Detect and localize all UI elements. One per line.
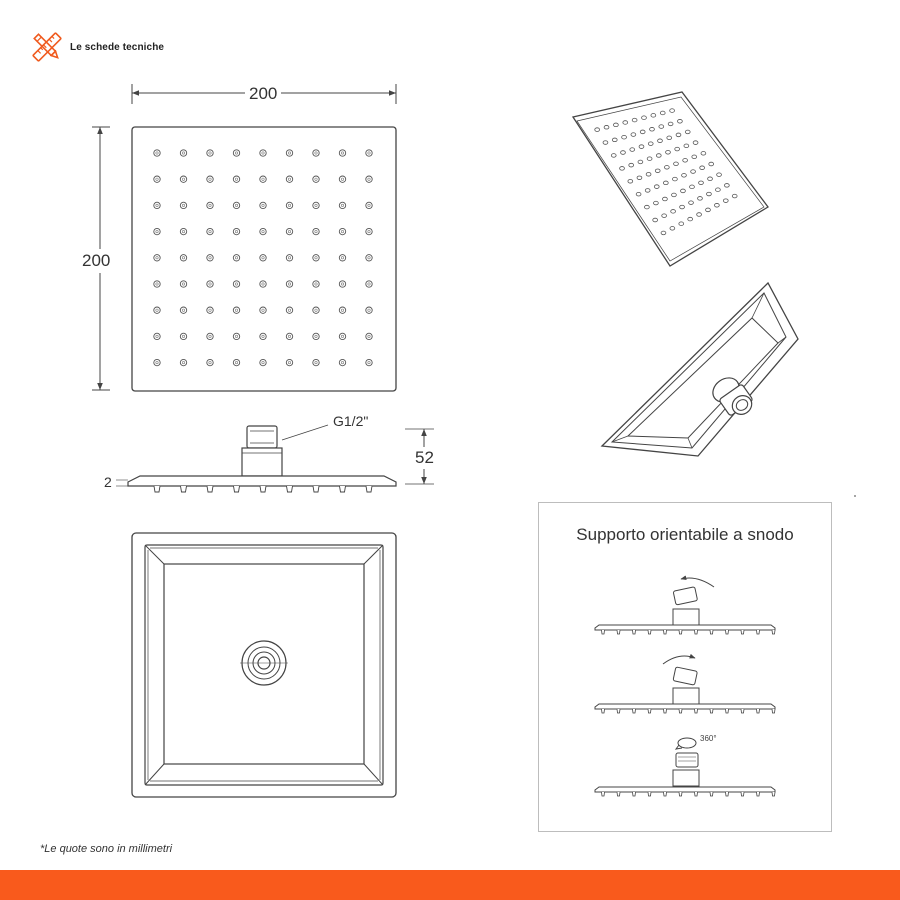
iso-nozzle xyxy=(645,189,650,193)
nozzle xyxy=(233,202,239,208)
nozzle xyxy=(154,359,160,365)
nozzle xyxy=(313,176,319,182)
iso-nozzle xyxy=(678,119,683,123)
nozzle xyxy=(260,202,266,208)
nozzle xyxy=(339,359,345,365)
nozzle xyxy=(313,255,319,261)
panel-nozzle xyxy=(664,630,667,634)
panel-nozzle xyxy=(602,792,605,796)
iso-nozzle xyxy=(658,139,663,143)
panel-nozzle xyxy=(664,709,667,713)
iso-nozzle xyxy=(676,133,681,137)
side-nozzle xyxy=(181,486,187,492)
side-view xyxy=(116,425,434,492)
iso-nozzle xyxy=(668,122,673,126)
nozzle xyxy=(154,202,160,208)
nozzle xyxy=(154,176,160,182)
panel-title: Supporto orientabile a snodo xyxy=(576,525,794,544)
nozzle xyxy=(286,281,292,287)
isometric-top-view xyxy=(573,92,768,266)
panel-nozzle xyxy=(648,630,651,634)
nozzle xyxy=(180,255,186,261)
nozzle xyxy=(260,255,266,261)
nozzle xyxy=(260,333,266,339)
iso-nozzle xyxy=(670,227,675,231)
iso-nozzle xyxy=(640,130,645,134)
iso-nozzle xyxy=(646,172,651,176)
iso-nozzle xyxy=(698,197,703,201)
iso-nozzle xyxy=(659,125,664,129)
brand-name: Le schede tecniche xyxy=(70,41,165,53)
iso-nozzle xyxy=(663,181,668,185)
iso-nozzle xyxy=(688,217,693,221)
panel-nozzle xyxy=(695,630,698,634)
panel-nozzle xyxy=(726,630,729,634)
nozzle xyxy=(207,150,213,156)
nozzle xyxy=(286,359,292,365)
nozzle xyxy=(233,281,239,287)
iso-nozzle xyxy=(684,144,689,148)
iso-nozzle xyxy=(693,141,698,145)
swivel-rotate-360 xyxy=(595,738,775,796)
nozzle xyxy=(207,228,213,234)
iso-nozzle xyxy=(700,166,705,170)
panel-nozzle xyxy=(741,709,744,713)
swivel-illustrations xyxy=(539,503,833,833)
nozzle xyxy=(339,176,345,182)
panel-nozzle xyxy=(710,709,713,713)
footnote: *Le quote sono in millimetri xyxy=(40,843,173,855)
iso-nozzle xyxy=(623,121,628,125)
isometric-underside-view xyxy=(602,283,798,456)
panel-nozzle xyxy=(710,630,713,634)
nozzle xyxy=(339,333,345,339)
nozzle xyxy=(339,255,345,261)
nozzle xyxy=(207,176,213,182)
side-nozzle xyxy=(287,486,293,492)
iso-nozzle xyxy=(653,218,658,222)
iso-nozzle xyxy=(612,138,617,142)
back-view xyxy=(132,533,396,797)
nozzle xyxy=(180,202,186,208)
nozzle xyxy=(180,359,186,365)
iso-nozzle xyxy=(690,185,695,189)
nozzle xyxy=(366,333,372,339)
iso-nozzle xyxy=(732,194,737,198)
nozzle xyxy=(260,359,266,365)
nozzle xyxy=(286,255,292,261)
panel-nozzle xyxy=(617,792,620,796)
nozzle xyxy=(180,333,186,339)
side-nozzle xyxy=(366,486,372,492)
nozzle xyxy=(286,228,292,234)
top-view xyxy=(92,84,396,391)
nozzle xyxy=(207,281,213,287)
panel-nozzle xyxy=(741,630,744,634)
nozzle xyxy=(233,176,239,182)
nozzle xyxy=(339,281,345,287)
iso-nozzle xyxy=(724,184,729,188)
nozzle xyxy=(233,359,239,365)
iso-nozzle xyxy=(622,135,627,139)
iso-nozzle xyxy=(630,148,635,152)
height-dimension-label: 200 xyxy=(82,249,110,273)
nozzle xyxy=(260,150,266,156)
panel-nozzle xyxy=(633,709,636,713)
iso-nozzle xyxy=(707,192,712,196)
iso-nozzle xyxy=(683,158,688,162)
nozzle xyxy=(286,307,292,313)
iso-nozzle xyxy=(603,141,608,145)
side-nozzle xyxy=(234,486,240,492)
iso-nozzle xyxy=(656,154,661,158)
side-nozzle xyxy=(154,486,160,492)
nozzle xyxy=(260,281,266,287)
iso-nozzle xyxy=(632,118,637,122)
iso-nozzle xyxy=(654,185,659,189)
nozzle xyxy=(366,359,372,365)
nozzle xyxy=(366,255,372,261)
nozzle xyxy=(207,333,213,339)
nozzle xyxy=(313,281,319,287)
panel-nozzle xyxy=(602,709,605,713)
iso-nozzle xyxy=(671,210,676,214)
nozzle xyxy=(313,150,319,156)
rotation-label: 360° xyxy=(700,734,717,743)
panel-nozzle xyxy=(617,709,620,713)
iso-nozzle xyxy=(621,151,626,155)
iso-nozzle xyxy=(613,123,618,127)
nozzle xyxy=(313,333,319,339)
iso-nozzle xyxy=(670,109,675,113)
iso-nozzle xyxy=(654,201,659,205)
iso-nozzle xyxy=(637,176,642,180)
nozzle xyxy=(180,281,186,287)
nozzle xyxy=(313,228,319,234)
iso-nozzle xyxy=(672,193,677,197)
width-dimension-label: 200 xyxy=(245,84,281,104)
iso-nozzle xyxy=(660,111,665,115)
side-nozzle xyxy=(340,486,346,492)
nozzle xyxy=(366,228,372,234)
nozzle xyxy=(233,150,239,156)
nozzle xyxy=(180,150,186,156)
swivel-tilt-left xyxy=(595,578,775,634)
panel-nozzle xyxy=(602,630,605,634)
side-nozzles xyxy=(154,486,372,492)
iso-nozzle xyxy=(647,157,652,161)
iso-nozzle xyxy=(697,213,702,217)
nozzle xyxy=(154,150,160,156)
nozzle xyxy=(180,228,186,234)
nozzle xyxy=(366,150,372,156)
iso-nozzle xyxy=(689,201,694,205)
side-nozzle xyxy=(313,486,319,492)
iso-nozzle xyxy=(673,177,678,181)
iso-nozzle xyxy=(604,125,609,129)
panel-nozzle xyxy=(679,792,682,796)
panel-nozzle xyxy=(726,709,729,713)
nozzle xyxy=(207,359,213,365)
nozzle xyxy=(260,176,266,182)
iso-nozzle xyxy=(681,189,686,193)
nozzle xyxy=(154,333,160,339)
nozzle xyxy=(154,255,160,261)
iso-nozzle xyxy=(692,155,697,159)
iso-nozzle xyxy=(717,173,722,177)
iso-nozzle xyxy=(679,222,684,226)
iso-nozzle xyxy=(708,177,713,181)
nozzle xyxy=(180,176,186,182)
iso-nozzle xyxy=(595,128,600,132)
iso-nozzle xyxy=(628,179,633,183)
panel-nozzle xyxy=(757,792,760,796)
panel-nozzle xyxy=(633,792,636,796)
nozzle xyxy=(313,359,319,365)
panel-nozzle xyxy=(741,792,744,796)
iso-nozzle xyxy=(639,145,644,149)
panel-nozzle xyxy=(633,630,636,634)
panel-nozzle xyxy=(695,792,698,796)
nozzle xyxy=(366,281,372,287)
nozzle xyxy=(260,307,266,313)
plate-thickness-label: 2 xyxy=(104,474,112,490)
nozzle xyxy=(286,150,292,156)
side-nozzle xyxy=(260,486,266,492)
nozzle xyxy=(286,202,292,208)
nozzle xyxy=(233,333,239,339)
nozzle xyxy=(260,228,266,234)
nozzle xyxy=(339,307,345,313)
nozzle xyxy=(154,281,160,287)
bottom-accent-bar xyxy=(0,870,900,900)
iso-nozzle xyxy=(629,163,634,167)
iso-nozzle xyxy=(680,205,685,209)
iso-nozzle xyxy=(620,167,625,171)
panel-nozzle xyxy=(664,792,667,796)
iso-nozzle xyxy=(691,170,696,174)
nozzle xyxy=(313,202,319,208)
iso-nozzle xyxy=(642,116,647,120)
nozzle xyxy=(339,150,345,156)
iso-nozzle xyxy=(662,214,667,218)
iso-nozzle xyxy=(723,199,728,203)
nozzle xyxy=(207,255,213,261)
nozzle xyxy=(233,255,239,261)
nozzle xyxy=(366,307,372,313)
iso-nozzle xyxy=(631,133,636,137)
panel-nozzle xyxy=(695,709,698,713)
iso-nozzle xyxy=(682,174,687,178)
swivel-support-panel xyxy=(538,502,832,832)
total-height-label: 52 xyxy=(415,448,434,467)
iso-nozzle xyxy=(685,130,690,134)
nozzle xyxy=(207,307,213,313)
iso-nozzle xyxy=(714,203,719,207)
panel-nozzle xyxy=(726,792,729,796)
panel-nozzle xyxy=(757,709,760,713)
iso-nozzle xyxy=(648,142,653,146)
iso-nozzle xyxy=(661,231,666,235)
iso-nozzle xyxy=(663,197,668,201)
panel-nozzle xyxy=(710,792,713,796)
iso-nozzle xyxy=(611,154,616,158)
nozzle xyxy=(366,202,372,208)
nozzle xyxy=(207,202,213,208)
iso-nozzle xyxy=(701,152,706,156)
iso-nozzle xyxy=(666,150,671,154)
nozzle xyxy=(180,307,186,313)
nozzle xyxy=(286,176,292,182)
swivel-tilt-right xyxy=(595,656,775,713)
panel-nozzle xyxy=(679,709,682,713)
nozzle xyxy=(286,333,292,339)
iso-nozzle xyxy=(650,127,655,131)
panel-nozzle xyxy=(679,630,682,634)
iso-nozzle xyxy=(664,165,669,169)
nozzle xyxy=(366,176,372,182)
iso-nozzle xyxy=(667,136,672,140)
nozzle xyxy=(154,228,160,234)
iso-nozzle xyxy=(716,188,721,192)
panel-nozzle xyxy=(757,630,760,634)
iso-nozzle xyxy=(638,160,643,164)
panel-nozzle xyxy=(772,709,775,713)
panel-nozzle xyxy=(617,630,620,634)
thread-label: G1/2" xyxy=(333,413,369,429)
side-nozzle xyxy=(207,486,213,492)
panel-nozzle xyxy=(772,630,775,634)
iso-nozzle xyxy=(709,162,714,166)
nozzle xyxy=(154,307,160,313)
nozzle xyxy=(233,307,239,313)
nozzle xyxy=(233,228,239,234)
iso-nozzle xyxy=(651,114,656,118)
nozzle xyxy=(339,202,345,208)
nozzle xyxy=(339,228,345,234)
panel-nozzle xyxy=(772,792,775,796)
iso-nozzle xyxy=(675,147,680,151)
iso-nozzle xyxy=(644,205,649,209)
iso-nozzle xyxy=(636,192,641,196)
iso-nozzle xyxy=(699,181,704,185)
iso-nozzle xyxy=(674,162,679,166)
iso-nozzle xyxy=(706,208,711,212)
panel-nozzle xyxy=(648,792,651,796)
nozzle xyxy=(313,307,319,313)
iso-nozzle xyxy=(655,169,660,173)
panel-nozzle xyxy=(648,709,651,713)
